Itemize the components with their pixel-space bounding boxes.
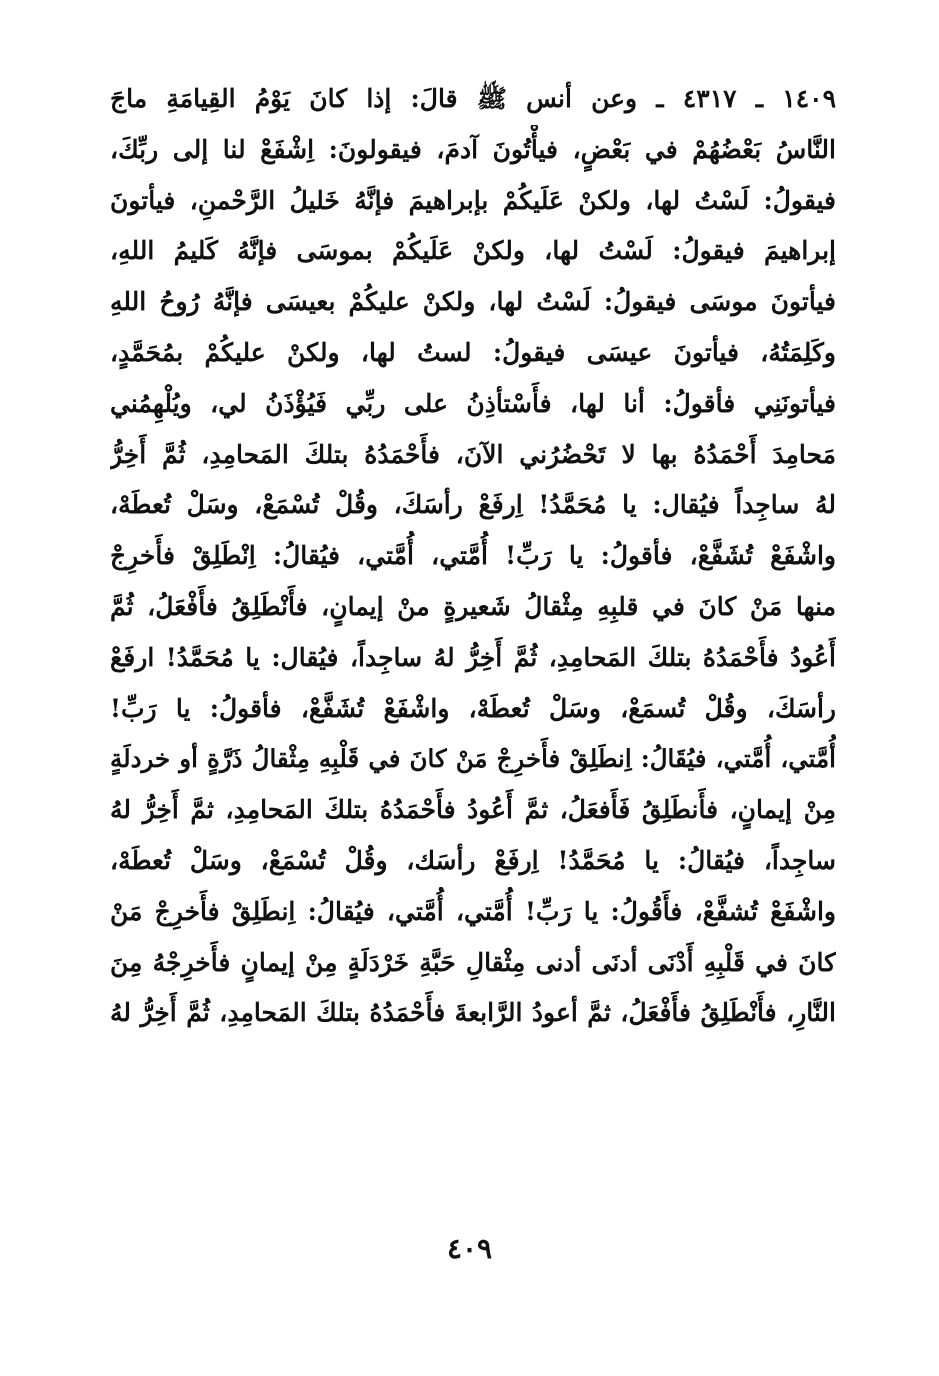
text-line: أُمَّتي، أُمَّتي، فيُقَالُ: اِنطَلِقْ فأَخرِجْ مَنْ كانَ في قَلْبِهِ مِثْقالُ ذَرَّةٍ أو خردلَةٍ: [110, 744, 836, 774]
text-line: ١٤٠٩ ـ ٤٣١٧ ـ وعن أنس ﷺ قالَ: إذا كانَ يَوْمُ القِيامَةِ ماجَ: [110, 84, 836, 113]
text-line: واشْفَعْ تُشفَّعْ، فأَقُولُ: يا رَبِّ! أُمَّتي، أُمَّتي، فيُقالُ: اِنطَلِقْ فأَخرِجْ مَنْ: [110, 896, 836, 926]
text-line: فيأتونَ موسَى فيقولُ: لَسْتُ لها، ولكنْ عليكُمْ بعيسَى فإنَّهُ رُوحُ اللهِ: [110, 287, 836, 317]
text-line: كانَ في قَلْبِهِ أَدْنَى أدنَى أدنى مِثْقالِ حَبَّةِ خَرْدَلَةٍ مِنْ إيمانٍ فأَخرِجْهُ مِنَ: [110, 947, 836, 977]
text-line: مَحامِدَ أَحْمَدُهُ بها لا تَحْضُرُني الآنَ، فأَحْمَدُهُ بتلكَ المَحامِدِ، ثُمَّ أَخِرُّ: [110, 439, 836, 469]
text-line: النَّاسُ بَعْضُهُمْ في بَعْضٍ، فيأْتُونَ آدمَ، فيقولونَ: اِشْفَعْ لنا إلى ربِّكَ،: [110, 134, 836, 164]
page-number: ٤٠٩: [446, 1232, 493, 1265]
text-line: فيقولُ: لَسْتُ لها، ولكنْ عَلَيكُمْ بإبراهيمَ فإنَّهُ خَليلُ الرَّحْمنِ، فيأتونَ: [110, 185, 836, 215]
text-line: أَعُودُ فأَحْمَدُهُ بتلكَ المَحامِدِ، ثُمَّ أَخِرُّ لهُ ساجِداً، فيُقال: يا مُحَمَّدُ! ارفَعْ: [110, 642, 836, 672]
text-line: منها مَنْ كانَ في قلبِهِ مِثْقالُ شَعيرةٍ منْ إيمانٍ، فأَنْطَلِقُ فأَفْعَلُ، ثُمَّ: [110, 591, 836, 621]
text-line: لهُ ساجِداً فيُقال: يا مُحَمَّدُ! اِرفَعْ رأسَكَ، وقُلْ تُسْمَعْ، وسَلْ تُعطَهْ،: [110, 490, 836, 520]
hadith-text: [110, 74, 836, 1039]
text-line: واشْفَعْ تُشَفَّعْ، فأقولُ: يا رَبِّ! أُمَّتي، أُمَّتي، فيُقالُ: اِنْطَلِقْ فأَخرِجْ: [110, 541, 836, 571]
text-line: ساجِداً، فيُقالُ: يا مُحَمَّدُ! اِرفَعْ رأسَك، وقُلْ تُسْمَعْ، وسَلْ تُعطَهْ،: [110, 845, 836, 875]
text-line: النَّارِ، فأَنْطَلِقُ فأَفْعَلُ، ثمَّ أعودُ الرَّابعةَ فأَحْمَدُهُ بتلكَ المَحامِدِ، ثُمَّ أَخِرُّ لهُ: [110, 998, 836, 1028]
text-line: مِنْ إيمانٍ، فأَنطَلِقُ فَأَفعَلُ، ثمَّ أَعُودُ فأَحْمَدُهُ بتلكَ المَحامِدِ، ثمَّ أَخِرُّ لهُ: [110, 795, 836, 825]
text-line: رأسَكَ، وقُلْ تُسمَعْ، وسَلْ تُعطَهْ، واشْفَعْ تُشَفَّعْ، فأقولُ: يا رَبِّ!: [110, 693, 836, 723]
text-line: إبراهيمَ فيقولُ: لَسْتُ لها، ولكنْ عَلَيكُمْ بموسَى فإنَّهُ كَليمُ اللهِ،: [110, 236, 836, 266]
text-line: وكَلِمَتُهُ، فيأتونَ عيسَى فيقولُ: لستُ لها، ولكنْ عليكُمْ بمُحَمَّدٍ،: [110, 337, 836, 367]
text-line: فيأتونَنِي فأقولُ: أنا لها، فأَسْتأذِنُ على ربِّي فَيُؤْذَنُ لي، ويُلْهِمُني: [110, 388, 836, 418]
